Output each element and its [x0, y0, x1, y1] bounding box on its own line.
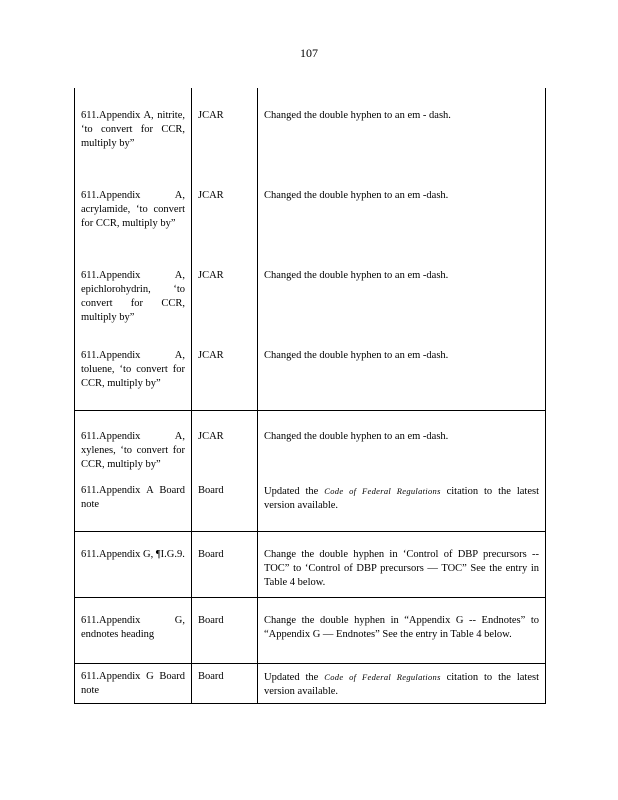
action-cell: Changed the double hyphen to an em -dash. [258, 168, 546, 248]
section-cell: 611.Appendix G, ¶I.G.9. [75, 531, 192, 597]
section-cell: 611.Appendix A Board note [75, 478, 192, 531]
table-row [75, 410, 546, 478]
table-row [75, 248, 546, 328]
section-cell: 611.Appendix G, endnotes heading [75, 597, 192, 663]
table-row [75, 663, 546, 703]
action-cell: Changed the double hyphen to an em -dash. [258, 328, 546, 410]
source-cell: Board [192, 597, 258, 663]
cfr-title: Code of Federal Regulations [324, 486, 441, 496]
action-cell: Changed the double hyphen to an em -dash. [258, 410, 546, 478]
action-cell: Changed the double hyphen to an em - dash. [258, 88, 546, 168]
section-cell: 611.Appendix A, xylenes, ‘to convert for CCR, multiply by” [75, 410, 192, 478]
action-text: Updated the [264, 671, 325, 683]
page-number: 107 [300, 46, 318, 60]
action-cell: Change the double hyphen in ‘Control of DBP precursors -- TOC” to ‘Control of DBP precursors — TOC” See the entry in Table 4 below. [258, 531, 546, 597]
amendments-table [74, 88, 546, 704]
source-cell: Board [192, 478, 258, 531]
source-cell: JCAR [192, 168, 258, 248]
section-cell: 611.Appendix A, epichlorohydrin, ‘to convert for CCR, multiply by” [75, 248, 192, 328]
action-cell: Changed the double hyphen to an em -dash. [258, 248, 546, 328]
section-cell: 611.Appendix A, nitrite, ‘to convert for CCR, multiply by” [75, 88, 192, 168]
table-row [75, 168, 546, 248]
action-cell: Change the double hyphen in “Appendix G -- Endnotes” to “Appendix G — Endnotes” See the entry in Table 4 below. [258, 597, 546, 663]
table-row [75, 88, 546, 168]
source-cell: JCAR [192, 410, 258, 478]
cfr-title: Code of Federal Regulations [324, 671, 441, 682]
section-cell: 611.Appendix A, acrylamide, ‘to convert for CCR, multiply by” [75, 168, 192, 248]
table-row [75, 328, 546, 410]
source-cell: JCAR [192, 88, 258, 168]
table-row [75, 478, 546, 531]
section-cell: 611.Appendix G Board note [75, 663, 192, 703]
source-cell: Board [192, 663, 258, 703]
action-text: Updated the [264, 486, 325, 497]
action-text: citation to the latest version available. [264, 486, 540, 511]
source-cell: Board [192, 531, 258, 597]
section-cell: 611.Appendix A, toluene, ‘to convert for CCR, multiply by” [75, 328, 192, 410]
source-cell: JCAR [192, 328, 258, 410]
source-cell: JCAR [192, 248, 258, 328]
action-cell [258, 663, 546, 703]
table-row [75, 597, 546, 663]
table-row [75, 531, 546, 597]
action-cell [258, 478, 546, 531]
action-text: citation to the latest version available. [264, 671, 540, 697]
